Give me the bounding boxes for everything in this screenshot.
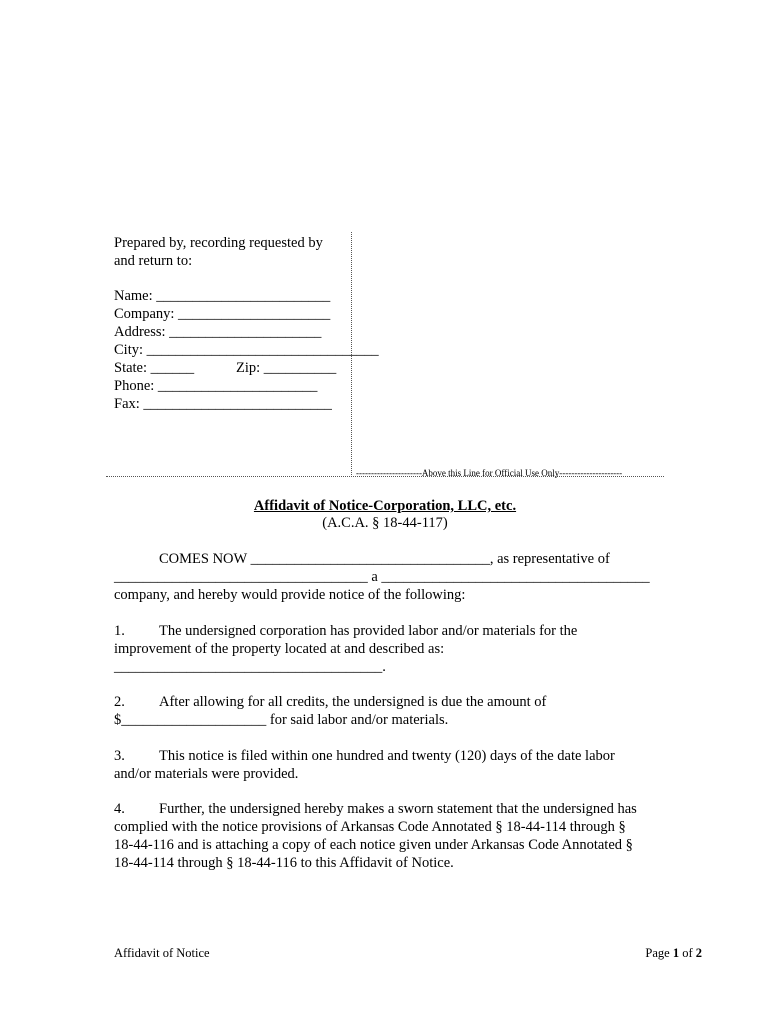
city-field: City: ________________________________ bbox=[114, 342, 379, 358]
comes-now-line2: ___________________________________ a _____________________________________ bbox=[114, 569, 650, 585]
item-3-line1: This notice is filed within one hundred and twenty (120) days of the date labor bbox=[159, 748, 615, 764]
item-2-line1: After allowing for all credits, the undersigned is due the amount of bbox=[159, 694, 547, 710]
comes-now-line3: company, and hereby would provide notice of the following: bbox=[114, 587, 466, 603]
page-prefix: Page bbox=[645, 946, 673, 960]
item-3-line2: and/or materials were provided. bbox=[114, 766, 299, 782]
official-use-label: ----------------------Above this Line for Official Use Only--------------------- bbox=[356, 468, 623, 478]
company-field: Company: _____________________ bbox=[114, 306, 331, 322]
phone-field: Phone: ______________________ bbox=[114, 378, 318, 394]
page-current: 1 bbox=[672, 946, 680, 960]
item-number-1: 1. bbox=[114, 623, 125, 639]
page-total: 2 bbox=[695, 946, 702, 960]
document-title: Affidavit of Notice-Corporation, LLC, etc. bbox=[253, 498, 517, 514]
address-field: Address: _____________________ bbox=[114, 324, 322, 340]
comes-now-line1: COMES NOW _________________________________, as representative of bbox=[159, 551, 610, 567]
zip-field: Zip: __________ bbox=[236, 360, 337, 376]
footer-document-name: Affidavit of Notice bbox=[114, 946, 210, 960]
prepared-by-line1: Prepared by, recording requested by bbox=[114, 235, 323, 251]
item-number-3: 3. bbox=[114, 748, 125, 764]
state-field: State: ______ bbox=[114, 360, 195, 376]
item-1-line1: The undersigned corporation has provided labor and/or materials for the bbox=[159, 623, 578, 639]
document-subtitle: (A.C.A. § 18-44-117) bbox=[322, 515, 448, 531]
name-field: Name: ________________________ bbox=[114, 288, 331, 304]
item-number-2: 2. bbox=[114, 694, 125, 710]
page-of: of bbox=[679, 946, 696, 960]
recording-area-divider bbox=[351, 232, 352, 477]
item-4-line4: 18-44-114 through § 18-44-116 to this Affidavit of Notice. bbox=[114, 855, 454, 871]
prepared-by-line2: and return to: bbox=[114, 253, 193, 269]
item-2-line2: $____________________ for said labor and/or materials. bbox=[114, 712, 449, 728]
footer-page-number bbox=[645, 944, 702, 962]
item-4-line1: Further, the undersigned hereby makes a sworn statement that the undersigned has bbox=[159, 801, 637, 817]
item-4-line2: complied with the notice provisions of Arkansas Code Annotated § 18-44-114 through § bbox=[114, 819, 626, 835]
item-number-4: 4. bbox=[114, 801, 125, 817]
fax-field: Fax: __________________________ bbox=[114, 396, 332, 412]
item-1-line3: _____________________________________. bbox=[114, 659, 386, 675]
item-4-line3: 18-44-116 and is attaching a copy of each notice given under Arkansas Code Annotated § bbox=[114, 837, 633, 853]
item-1-line2: improvement of the property located at and described as: bbox=[114, 641, 445, 657]
